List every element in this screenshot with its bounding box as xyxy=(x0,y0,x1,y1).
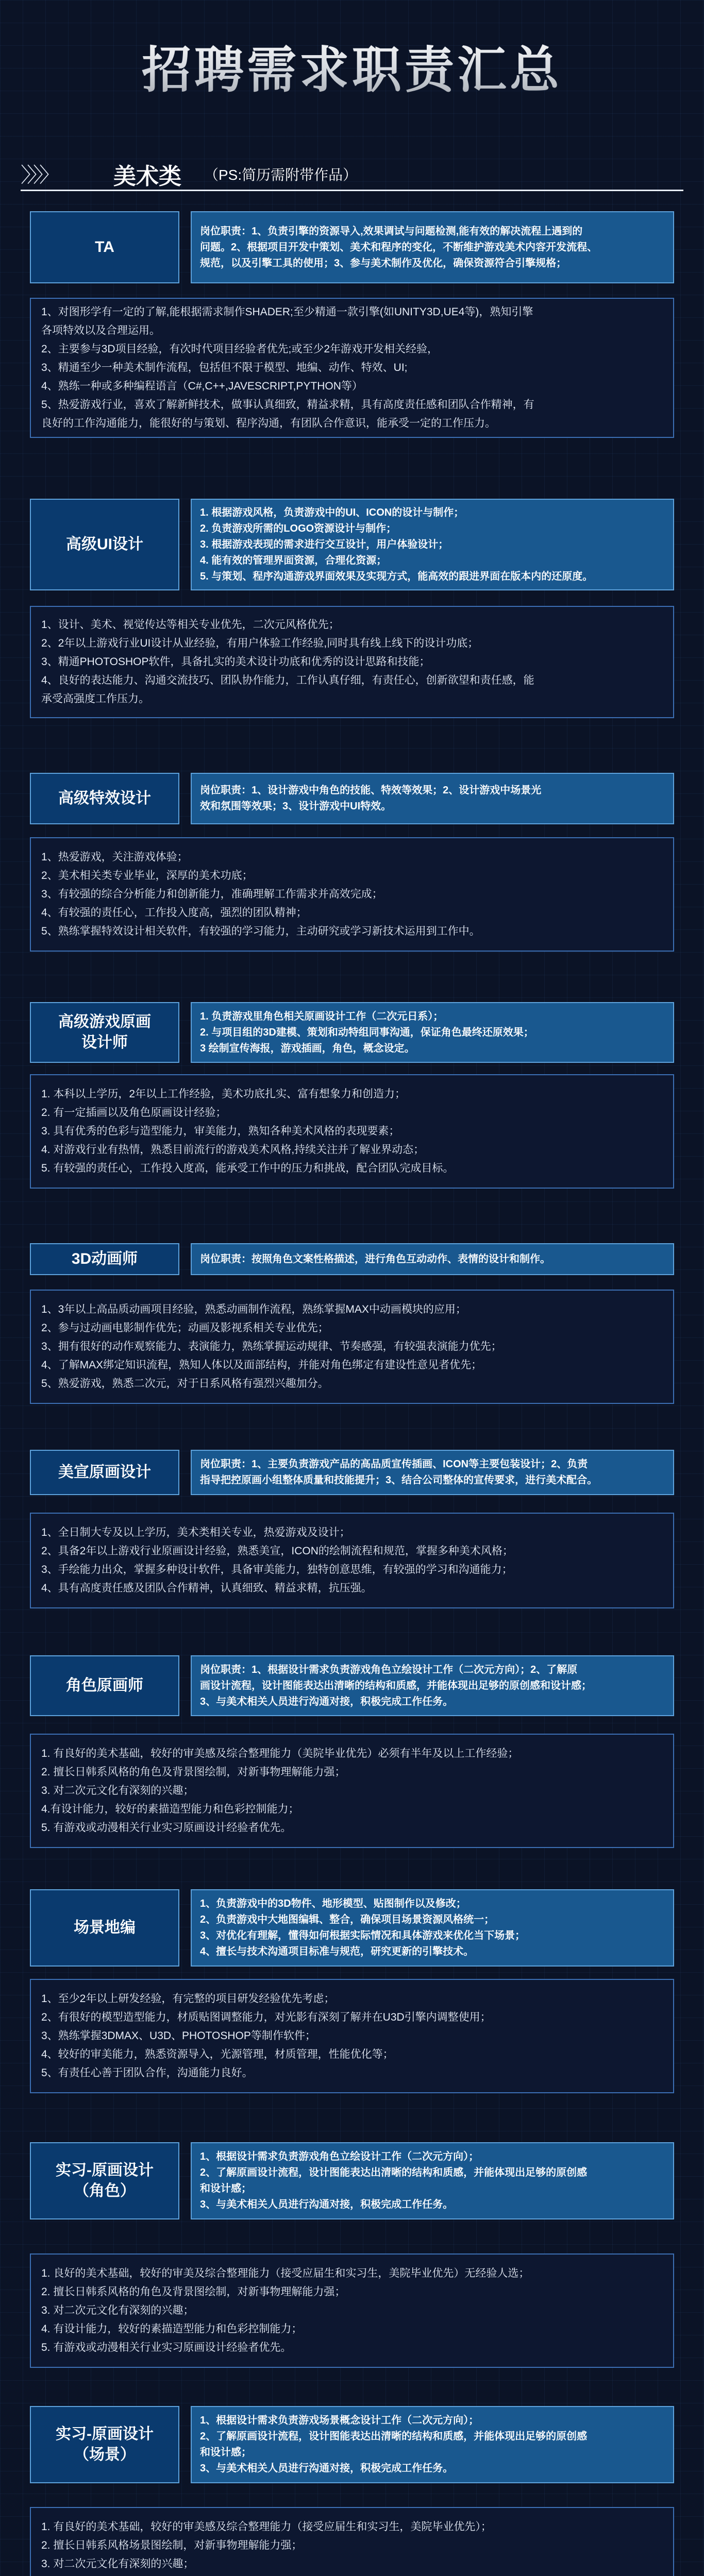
page-title: 招聘需求职责汇总 xyxy=(0,31,704,101)
duty-line: 1、根据设计需求负责游戏角色立绘设计工作（二次元方向）； xyxy=(200,2151,479,2162)
requirement-line: 1、热爱游戏，关注游戏体验； xyxy=(41,851,188,863)
requirement-line: 3. 对二次元文化有深刻的兴趣； xyxy=(41,1785,194,1797)
requirement-line: 承受高强度工作压力。 xyxy=(41,693,149,705)
requirement-line: 2、参与过动画电影制作优先；动画及影视系相关专业优先； xyxy=(41,1322,329,1334)
duty-line: 规范，以及引擎工具的使用；3、参与美术制作及优化，确保资源符合引擎规格； xyxy=(200,257,567,269)
requirements-box xyxy=(30,606,674,718)
role-title: 3D动画师 xyxy=(30,1243,179,1275)
requirement-line: 3. 具有优秀的色彩与造型能力，审美能力，熟知各种美术风格的表现要素； xyxy=(41,1125,400,1137)
duty-line: 2、了解原画设计流程，设计图能表达出清晰的结构和质感，并能体现出足够的原创感 xyxy=(200,2167,588,2178)
duty-line: 1、根据设计需求负责游戏场景概念设计工作（二次元方向）； xyxy=(200,2415,479,2426)
duty-box xyxy=(191,1243,674,1275)
requirement-line xyxy=(41,2573,663,2576)
duty-line: 2. 与项目组的3D建模、策划和动特组同事沟通，保证角色最终还原效果； xyxy=(200,1026,534,1038)
duty-box xyxy=(191,211,674,283)
duty-box xyxy=(191,499,674,590)
duty-line: 指导把控原画小组整体质量和技能提升；3、结合公司整体的宣传要求，进行美术配合。 xyxy=(200,1475,598,1486)
requirement-line: 3、熟练掌握3DMAX、U3D、PHOTOSHOP等制作软件； xyxy=(41,2030,316,2042)
requirements-box xyxy=(30,1979,674,2093)
requirement-line: 1、全日制大专及以上学历，美术类相关专业，热爱游戏及设计； xyxy=(41,1527,350,1538)
requirement-line: 5、熟练掌握特效设计相关软件，有较强的学习能力，主动研究或学习新技术运用到工作中。 xyxy=(41,925,480,937)
duty-line: 5. 与策划、程序沟通游戏界面效果及实现方式，能高效的跟进界面在版本内的还原度。 xyxy=(200,570,593,582)
role-title: 高级UI设计 xyxy=(30,499,179,590)
requirement-line: 良好的工作沟通能力，能很好的与策划、程序沟通，有团队合作意识，能承受一定的工作压力。 xyxy=(41,417,496,429)
requirement-line: 2. 擅长日韩系风格的角色及背景图绘制，对新事物理解能力强； xyxy=(41,1766,346,1778)
duty-line: 2. 负责游戏所需的LOGO资源设计与制作； xyxy=(200,522,397,534)
duty-box xyxy=(191,1450,674,1495)
duty-line: 3. 根据游戏表现的需求进行交互设计，用户体验设计； xyxy=(200,538,449,550)
role-title-line: 实习-原画设计 xyxy=(56,2426,154,2443)
requirement-line: 3、拥有很好的动作观察能力、表演能力，熟练掌握运动规律、节奏感强，有较强表演能力优先； xyxy=(41,1341,502,1352)
requirement-line: 1. 良好的美术基础，较好的审美及综合整理能力（接受应届生和实习生，美院毕业优先）无经验人选； xyxy=(41,2267,530,2279)
duty-line: 1、负责游戏中的3D物件、地形模型、贴图制作以及修改； xyxy=(200,1898,466,1909)
role-title: 场景地编 xyxy=(30,1889,179,1967)
requirement-line: 4、具有高度责任感及团队合作精神，认真细致、精益求精，抗压强。 xyxy=(41,1582,372,1594)
duty-line: 岗位职责：1、根据设计需求负责游戏角色立绘设计工作（二次元方向）；2、了解原 xyxy=(200,1664,578,1675)
requirement-line: 5、有责任心善于团队合作，沟通能力良好。 xyxy=(41,2067,253,2079)
duty-line: 1. 负责游戏里角色相关原画设计工作（二次元日系）； xyxy=(200,1010,444,1022)
role-title: 美宣原画设计 xyxy=(30,1450,179,1495)
duty-line: 3 绘制宣传海报，游戏插画，角色，概念设定。 xyxy=(200,1042,415,1054)
requirement-line: 2、美术相关类专业毕业，深厚的美术功底； xyxy=(41,870,253,882)
requirements-box xyxy=(30,837,674,952)
requirement-line: 3、有较强的综合分析能力和创新能力，准确理解工作需求并高效完成； xyxy=(41,888,383,900)
role-title: TA xyxy=(30,211,179,283)
requirement-line: 1、至少2年以上研发经验，有完整的项目研发经验优先考虑； xyxy=(41,1993,335,2005)
duty-line: 和设计感； xyxy=(200,2447,252,2458)
requirement-line: 5. 有较强的责任心，工作投入度高，能承受工作中的压力和挑战，配合团队完成目标。 xyxy=(41,1162,454,1174)
requirement-line: 3、精通至少一种美术制作流程，包括但不限于模型、地编、动作、特效、UI; xyxy=(41,362,408,374)
duty-line: 3、对优化有理解，懂得如何根据实际情况和具体游戏来优化当下场景； xyxy=(200,1930,526,1941)
duty-line: 和设计感； xyxy=(200,2183,252,2194)
duty-box xyxy=(191,1002,674,1063)
duty-line: 2、了解原画设计流程，设计图能表达出清晰的结构和质感，并能体现出足够的原创感 xyxy=(200,2431,588,2442)
requirement-line: 2. 擅长日韩系风格场景图绘制，对新事物理解能力强； xyxy=(41,2539,303,2551)
duty-line: 岗位职责：1、设计游戏中角色的技能、特效等效果；2、设计游戏中场景光 xyxy=(200,785,542,796)
duty-box xyxy=(191,1655,674,1716)
requirement-line: 4. 对游戏行业有热情，熟悉目前流行的游戏美术风格,持续关注并了解业界动态； xyxy=(41,1144,425,1156)
requirements-box xyxy=(30,1734,674,1848)
duty-box xyxy=(191,1889,674,1967)
role-title-line: 设计师 xyxy=(81,1034,128,1051)
role-title: 高级特效设计 xyxy=(30,773,179,824)
duty-line: 2、负责游戏中大地图编辑、整合，确保项目场景资源风格统一； xyxy=(200,1914,495,1925)
requirement-line: 4、熟练一种或多种编程语言（C#,C++,JAVESCRIPT,PYTHON等） xyxy=(41,380,363,392)
role-title-line: 实习-原画设计 xyxy=(56,2162,154,2179)
category-title: 美术类 xyxy=(113,164,181,189)
category-header xyxy=(21,154,683,190)
role-title xyxy=(30,1002,179,1063)
requirement-line: 4、了解MAX绑定知识流程，熟知人体以及面部结构，并能对角色绑定有建设性意见者优先； xyxy=(41,1359,482,1371)
duty-line: 4. 能有效的管理界面资源，合理化资源； xyxy=(200,554,387,566)
requirements-box xyxy=(30,2507,674,2576)
duty-line: 问题。2、根据项目开发中策划、美术和程序的变化，不断维护游戏美术内容开发流程、 xyxy=(200,241,598,253)
requirement-line: 2、2年以上游戏行业UI设计从业经验，有用户体验工作经验,同时具有线上线下的设计功底； xyxy=(41,637,479,649)
role-title-line: 高级游戏原画 xyxy=(58,1013,151,1030)
requirement-line: 4、有较强的责任心，工作投入度高，强烈的团队精神； xyxy=(41,907,307,919)
role-title-line: （场景） xyxy=(74,2446,136,2463)
duty-box xyxy=(191,2142,674,2219)
requirement-line: 4. 有设计能力，较好的素描造型能力和色彩控制能力； xyxy=(41,2323,303,2335)
requirements-box xyxy=(30,1513,674,1608)
requirement-line: 2、主要参与3D项目经验，有次时代项目经验者优先;或至少2年游戏开发相关经验， xyxy=(41,343,439,355)
duty-line: 4、擅长与技术沟通项目标准与规范，研究更新的引擎技术。 xyxy=(200,1946,474,1957)
duty-line: 画设计流程，设计图能表达出清晰的结构和质感，并能体现出足够的原创感和设计感； xyxy=(200,1680,592,1691)
requirement-line: 2. 擅长日韩系风格的角色及背景图绘制，对新事物理解能力强； xyxy=(41,2286,346,2298)
role-title xyxy=(30,2406,179,2483)
duty-line: 3、与美术相关人员进行沟通对接，积极完成工作任务。 xyxy=(200,2199,454,2210)
role-title-line: （角色） xyxy=(74,2182,136,2199)
requirement-line: 2、具备2年以上游戏行业原画设计经验，熟悉美宣，ICON的绘制流程和规范，掌握多种美术风格； xyxy=(41,1545,513,1557)
requirement-line: 2. 有一定插画以及角色原画设计经验； xyxy=(41,1107,227,1118)
duty-line: 3、与美术相关人员进行沟通对接，积极完成工作任务。 xyxy=(200,1696,454,1707)
requirement-line: 1、设计、美术、视觉传达等相关专业优先，二次元风格优先； xyxy=(41,619,340,631)
requirements-box xyxy=(30,2253,674,2368)
requirement-line: 1、3年以上高品质动画项目经验，熟悉动画制作流程，熟练掌握MAX中动画模块的应用； xyxy=(41,1303,466,1315)
requirement-line: 5. 有游戏或动漫相关行业实习原画设计经验者优先。 xyxy=(41,2342,292,2353)
category-divider xyxy=(21,190,683,191)
requirement-line: 3、手绘能力出众，掌握多种设计软件，具备审美能力，独特创意思维，有较强的学习和沟通能力； xyxy=(41,1564,513,1575)
requirement-line: 1、对图形学有一定的了解,能根据需求制作SHADER;至少精通一款引擎(如UNITY3D,UE4等)，熟知引擎 xyxy=(41,306,533,318)
duty-line: 1. 根据游戏风格，负责游戏中的UI、ICON的设计与制作； xyxy=(200,506,464,518)
requirements-box xyxy=(30,298,674,438)
requirement-line: 1. 本科以上学历，2年以上工作经验，美术功底扎实、富有想象力和创造力； xyxy=(41,1088,406,1100)
requirement-line: 4.有设计能力，较好的素描造型能力和色彩控制能力； xyxy=(41,1803,299,1815)
duty-line: 3、与美术相关人员进行沟通对接，积极完成工作任务。 xyxy=(200,2463,454,2474)
requirement-line: 1. 有良好的美术基础，较好的审美感及综合整理能力（接受应届生和实习生，美院毕业优先）； xyxy=(41,2521,492,2533)
requirement-line: 各项特效以及合理运用。 xyxy=(41,325,160,336)
requirement-line: 3. 对二次元文化有深刻的兴趣； xyxy=(41,2304,194,2316)
requirement-line: 5、热爱游戏行业，喜欢了解新鲜技术，做事认真细致，精益求精，具有高度责任感和团队合作精神，有 xyxy=(41,399,534,411)
duty-box xyxy=(191,773,674,824)
duty-line: 岗位职责：1、负责引擎的资源导入,效果调试与问题检测,能有效的解决流程上遇到的 xyxy=(200,225,583,237)
requirement-line: 3. 对二次元文化有深刻的兴趣； xyxy=(41,2558,194,2570)
role-title: 角色原画师 xyxy=(30,1655,179,1716)
requirement-line: 5. 有游戏或动漫相关行业实习原画设计经验者优先。 xyxy=(41,1822,292,1834)
requirement-line: 4、较好的审美能力，熟悉资源导入，光源管理，材质管理，性能优化等； xyxy=(41,2048,394,2060)
role-title xyxy=(30,2142,179,2219)
requirement-line: 5、熟爱游戏，熟悉二次元，对于日系风格有强烈兴趣加分。 xyxy=(41,1378,329,1389)
requirements-box xyxy=(30,1290,674,1404)
duty-line: 岗位职责：按照角色文案性格描述，进行角色互动动作、表情的设计和制作。 xyxy=(200,1253,550,1265)
requirement-line: 1. 有良好的美术基础，较好的审美感及综合整理能力（美院毕业优先）必须有半年及以上工作经验； xyxy=(41,1748,519,1759)
requirements-box xyxy=(30,1074,674,1189)
requirement-line: 2、有很好的模型造型能力，材质贴图调整能力，对光影有深刻了解并在U3D引擎内调整使用； xyxy=(41,2011,491,2023)
duty-line: 效和氛围等效果；3、设计游戏中UI特效。 xyxy=(200,801,392,812)
requirement-line: 3、精通PHOTOSHOP软件，具备扎实的美术设计功底和优秀的设计思路和技能； xyxy=(41,656,430,668)
requirement-line: 4、良好的表达能力、沟通交流技巧、团队协作能力，工作认真仔细，有责任心，创新欲望和责任感，能 xyxy=(41,674,534,686)
duty-box xyxy=(191,2406,674,2483)
category-note: （PS:简历需附带作品） xyxy=(204,167,358,183)
duty-line: 岗位职责：1、主要负责游戏产品的高品质宣传插画、ICON等主要包装设计；2、负责 xyxy=(200,1459,588,1470)
chevrons-icon: 〉〉〉〉 xyxy=(21,164,56,187)
